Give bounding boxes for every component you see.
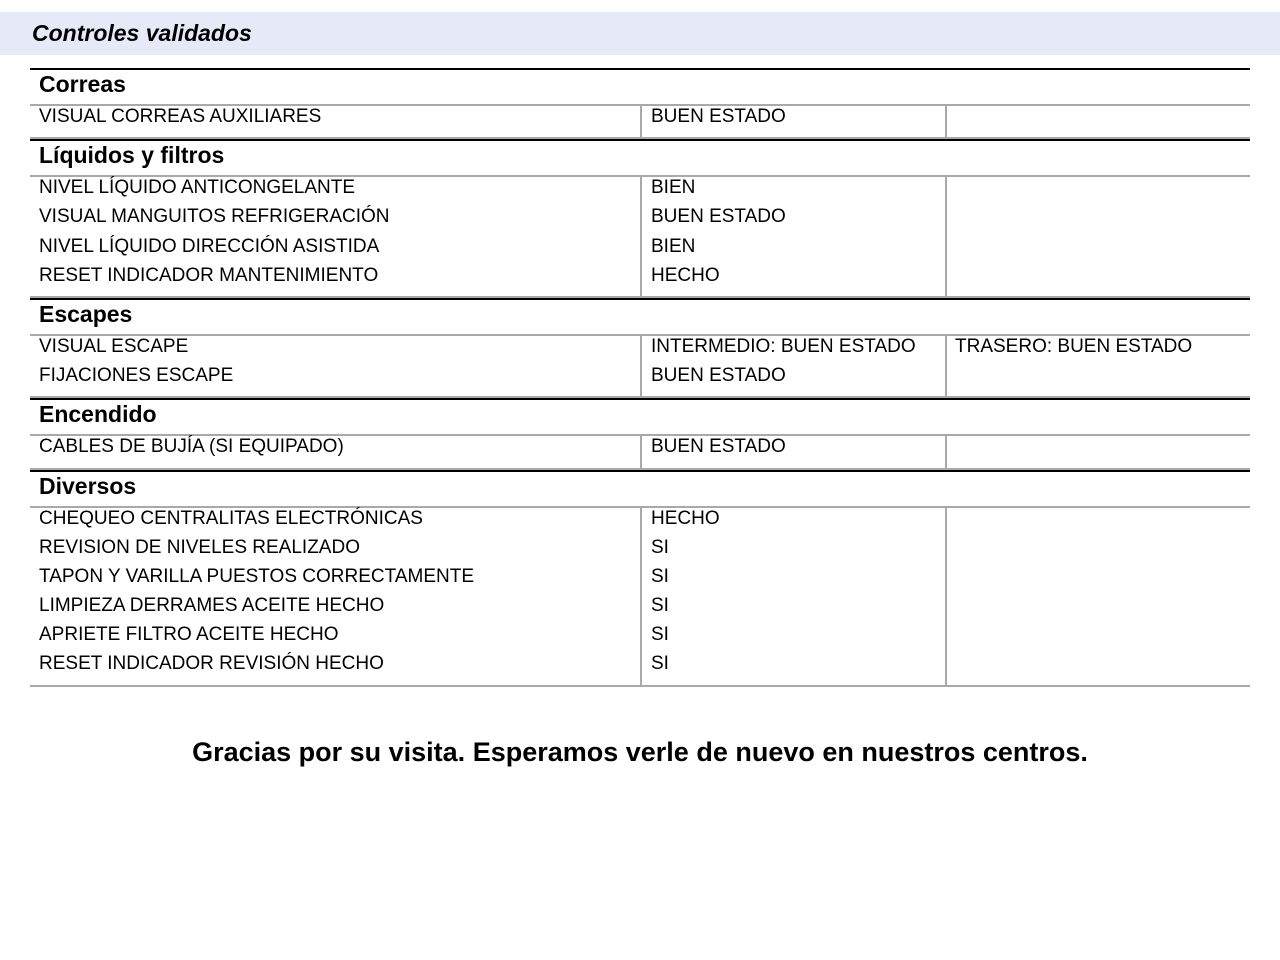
- control-value: BIEN: [651, 177, 696, 199]
- control-value: SI: [651, 624, 669, 646]
- control-name: NIVEL LÍQUIDO DIRECCIÓN ASISTIDA: [39, 235, 380, 257]
- section-body: [30, 506, 1250, 687]
- control-extra: [955, 624, 1250, 653]
- control-name: CHEQUEO CENTRALITAS ELECTRÓNICAS: [39, 507, 423, 529]
- control-value: BUEN ESTADO: [651, 365, 786, 387]
- controls-table: [30, 68, 1250, 687]
- control-extra: [955, 265, 1250, 294]
- control-value: INTERMEDIO: BUEN ESTADO: [651, 335, 916, 357]
- control-name: APRIETE FILTRO ACEITE HECHO: [39, 624, 339, 646]
- control-value-column: [640, 508, 945, 685]
- control-extra-column: [945, 336, 1250, 396]
- control-name-column: [30, 508, 640, 685]
- control-extra-column: [945, 436, 1250, 467]
- control-extra: [955, 236, 1250, 265]
- section-header-bar: [0, 12, 1280, 55]
- control-name: FIJACIONES ESCAPE: [39, 365, 234, 387]
- control-value: BIEN: [651, 235, 696, 257]
- control-name: VISUAL ESCAPE: [39, 335, 189, 357]
- control-name: RESET INDICADOR MANTENIMIENTO: [39, 264, 379, 286]
- control-value-column: [640, 106, 945, 137]
- control-name: TAPON Y VARILLA PUESTOS CORRECTAMENTE: [39, 565, 474, 587]
- control-extra: [955, 653, 1250, 682]
- control-extra: [955, 106, 1250, 135]
- control-name: CABLES DE BUJÍA (SI EQUIPADO): [39, 436, 344, 458]
- control-extra-column: [945, 106, 1250, 137]
- section-body: [30, 175, 1250, 298]
- section-title: Correas: [30, 68, 1250, 104]
- control-extra: [955, 365, 1250, 394]
- control-name: VISUAL MANGUITOS REFRIGERACIÓN: [39, 206, 390, 228]
- control-name-column: [30, 336, 640, 396]
- page-title: Controles validados: [32, 20, 252, 46]
- control-value: BUEN ESTADO: [651, 206, 786, 228]
- section-body: [30, 434, 1250, 469]
- control-extra: TRASERO: BUEN ESTADO: [955, 335, 1193, 357]
- control-name: RESET INDICADOR REVISIÓN HECHO: [39, 653, 384, 675]
- control-extra-column: [945, 508, 1250, 685]
- control-name: REVISION DE NIVELES REALIZADO: [39, 536, 360, 558]
- control-value-column: [640, 177, 945, 296]
- control-name-column: [30, 106, 640, 137]
- control-value: SI: [651, 653, 669, 675]
- section-title: Diversos: [30, 470, 1250, 506]
- control-extra: [955, 177, 1250, 206]
- section-title: Escapes: [30, 298, 1250, 334]
- control-value: BUEN ESTADO: [651, 106, 786, 127]
- control-value: SI: [651, 565, 669, 587]
- control-name: NIVEL LÍQUIDO ANTICONGELANTE: [39, 177, 356, 199]
- control-extra: [955, 206, 1250, 235]
- control-extra: [955, 436, 1250, 465]
- section-body: [30, 334, 1250, 398]
- control-extra-column: [945, 177, 1250, 296]
- control-value: SI: [651, 536, 669, 558]
- control-name: VISUAL CORREAS AUXILIARES: [39, 106, 322, 127]
- control-extra: [955, 566, 1250, 595]
- control-value: HECHO: [651, 507, 720, 529]
- control-value: SI: [651, 595, 669, 617]
- control-value: BUEN ESTADO: [651, 436, 786, 458]
- control-value: HECHO: [651, 264, 720, 286]
- section-body: [30, 104, 1250, 139]
- control-value-column: [640, 436, 945, 467]
- control-name-column: [30, 436, 640, 467]
- section-title: Líquidos y filtros: [30, 139, 1250, 175]
- footer-message: Gracias por su visita. Esperamos verle de nuevo en nuestros centros.: [192, 737, 1088, 767]
- control-value-column: [640, 336, 945, 396]
- control-extra: [955, 537, 1250, 566]
- control-extra: [955, 508, 1250, 537]
- control-extra: [955, 595, 1250, 624]
- section-title: Encendido: [30, 398, 1250, 434]
- control-name: LIMPIEZA DERRAMES ACEITE HECHO: [39, 595, 385, 617]
- control-name-column: [30, 177, 640, 296]
